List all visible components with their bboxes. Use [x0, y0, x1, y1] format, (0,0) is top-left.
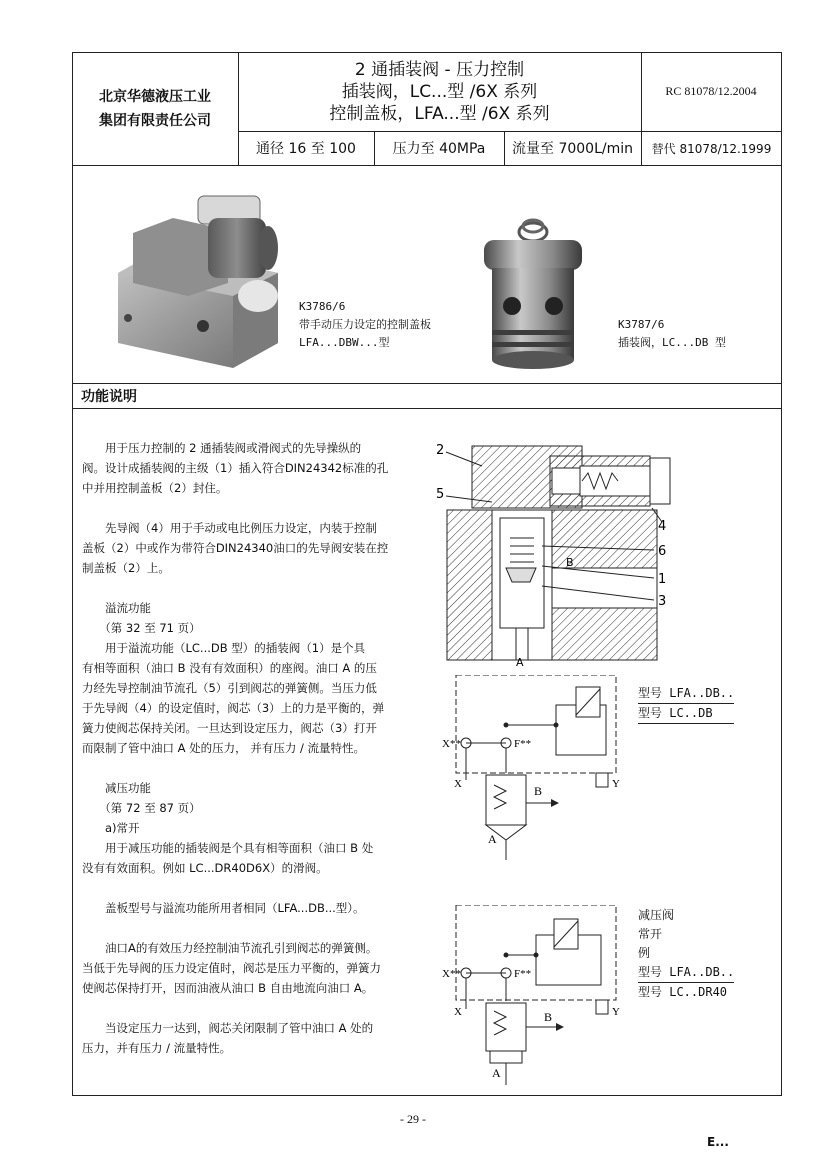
section-line-bottom [72, 408, 782, 409]
para-3-line: 有相等面积（油口 B 没有有效面积）的座阀。油口 A 的压 [82, 661, 377, 675]
para-1-line: 中并用控制盖板（2）封住。 [82, 481, 228, 495]
para-7-line: 当设定压力一达到，阀芯关闭限制了管中油口 A 处的 [82, 1021, 374, 1035]
left-photo-code: K3786/6 [299, 300, 346, 313]
page-ref: （第 32 至 71 页） [82, 621, 201, 635]
para-1-line: 阀。设计成插装阀的主级（1）插入符合DIN24342标准的孔 [82, 461, 389, 475]
para-6-line: 当低于先导阀的压力设定值时，阀芯是压力平衡的，弹簧力 [82, 961, 381, 975]
control-cover-photo [108, 178, 298, 368]
x-orifice-label: X** [442, 968, 461, 980]
subheading-normally-open: a)常开 [82, 821, 140, 835]
model-cover: 型号 LFA..DB.. [638, 684, 734, 704]
para-3-line: 力经先导控制油节流孔（5）引到阀芯的弹簧侧。当压力低 [82, 681, 377, 695]
schematic-2-labels [638, 906, 734, 1002]
section-title: 功能说明 [81, 389, 137, 405]
para-6-line: 使阀芯保持打开，因而油液从油口 B 自由地流向油口 A。 [82, 981, 374, 995]
page-ref: （第 72 至 87 页） [82, 801, 201, 815]
title-line-3: 控制盖板，LFA...型 /6X 系列 [329, 103, 550, 124]
page-number: - 29 - [400, 1112, 426, 1126]
callout-3: 3 [658, 594, 667, 609]
para-6 [82, 938, 422, 998]
doc-code: RC 81078/12.2004 [665, 84, 757, 98]
para-1 [82, 438, 422, 498]
port-b-label: B [544, 1010, 553, 1024]
left-photo-desc: 带手动压力设定的控制盖板 [299, 318, 431, 331]
right-photo-code: K3787/6 [618, 318, 665, 331]
para-4-line: 用于减压功能的插装阀是个具有相等面积（油口 B 处 [82, 841, 374, 855]
para-3-line: 用于溢流功能（LC...DB 型）的插装阀（1）是个具 [82, 641, 366, 655]
label-reducing-valve: 减压阀 [638, 908, 675, 922]
para-3-line: 簧力使阀芯保持关闭。一旦达到设定压力，阀芯（3）打开 [82, 721, 377, 735]
para-6-line: 油口A的有效压力经控制油节流孔引到阀芯的弹簧侧。 [82, 941, 378, 955]
para-1-line: 用于压力控制的 2 通插装阀或滑阀式的先导操纵的 [82, 441, 362, 455]
para-2-line: 先导阀（4）用于手动或电比例压力设定，内装于控制 [82, 521, 377, 535]
replaces-note: 替代 81078/12.1999 [651, 141, 772, 156]
para-2 [82, 518, 422, 578]
hydraulic-schematic-2 [436, 905, 636, 1090]
port-y-label: Y [612, 778, 620, 790]
port-a-label: A [492, 1066, 501, 1080]
f-orifice-label: F** [514, 968, 532, 980]
label-example: 例 [638, 946, 651, 960]
model-cover: 型号 LFA..DB.. [638, 963, 734, 983]
port-b-label: B [566, 556, 574, 569]
callout-1: 1 [658, 572, 667, 587]
subheading-overflow: 溢流功能 [82, 601, 151, 615]
company-name [72, 52, 238, 165]
title-line-1: 2 通插装阀 - 压力控制 [354, 59, 525, 80]
port-a-label: A [488, 832, 497, 846]
header-bottom-line [72, 165, 782, 166]
spec-pressure: 压力至 40MPa [392, 141, 486, 157]
para-3-line: 于先导阀（4）的设定值时，阀芯（3）上的力是平衡的，弹 [82, 701, 385, 715]
left-photo-caption [299, 298, 431, 352]
para-7-line: 压力，并有压力 / 流量特性。 [82, 1041, 232, 1055]
document-title [238, 52, 641, 131]
subheading-reducing: 减压功能 [82, 781, 151, 795]
para-3-line: 而限制了管中油口 A 处的压力， 并有压力 / 流量特性。 [82, 741, 366, 755]
para-5 [82, 898, 422, 918]
model-cartridge: 型号 LC..DR40 [638, 985, 728, 999]
title-line-2: 插装阀，LC...型 /6X 系列 [341, 81, 538, 102]
right-photo-desc: 插装阀，LC...DB 型 [618, 336, 726, 349]
spec-size: 通径 16 至 100 [256, 141, 356, 157]
callout-5: 5 [436, 487, 445, 502]
company-line-2: 集团有限责任公司 [99, 112, 211, 129]
para-4 [82, 778, 422, 878]
port-a-label: A [516, 656, 524, 668]
para-2-line: 制盖板（2）上。 [82, 561, 170, 575]
port-x-label: X [454, 778, 462, 790]
company-line-1: 北京华德液压工业 [99, 88, 211, 105]
para-3 [82, 598, 422, 758]
para-2-line: 盖板（2）中或作为带符合DIN24340油口的先导阀安装在控 [82, 541, 389, 555]
f-orifice-label: F** [514, 738, 532, 750]
para-7 [82, 1018, 422, 1058]
hydraulic-schematic-1 [436, 675, 636, 865]
callout-4: 4 [658, 519, 667, 534]
para-4-line: 没有有效面积。例如 LC...DR40D6X）的滑阀。 [82, 861, 328, 875]
label-normally-open: 常开 [638, 927, 663, 941]
right-photo-caption [618, 316, 726, 352]
port-x-label: X [454, 1006, 462, 1018]
section-line-top [72, 383, 782, 384]
port-y-label: Y [612, 1006, 620, 1018]
port-b-label: B [534, 784, 543, 798]
cartridge-valve-photo [478, 212, 588, 372]
spec-flow: 流量至 7000L/min [512, 141, 633, 157]
brand-logo: E... [707, 1135, 729, 1149]
callout-6: 6 [658, 544, 667, 559]
body-text [82, 438, 422, 1058]
x-orifice-label: X** [442, 738, 461, 750]
schematic-1-models [638, 684, 734, 724]
callout-2: 2 [436, 443, 445, 458]
para-5-line: 盖板型号与溢流功能所用者相同（LFA...DB...型）。 [82, 901, 365, 915]
left-photo-model: LFA...DBW...型 [299, 336, 390, 349]
model-cartridge: 型号 LC..DB [638, 704, 734, 724]
sectional-drawing [432, 438, 692, 668]
